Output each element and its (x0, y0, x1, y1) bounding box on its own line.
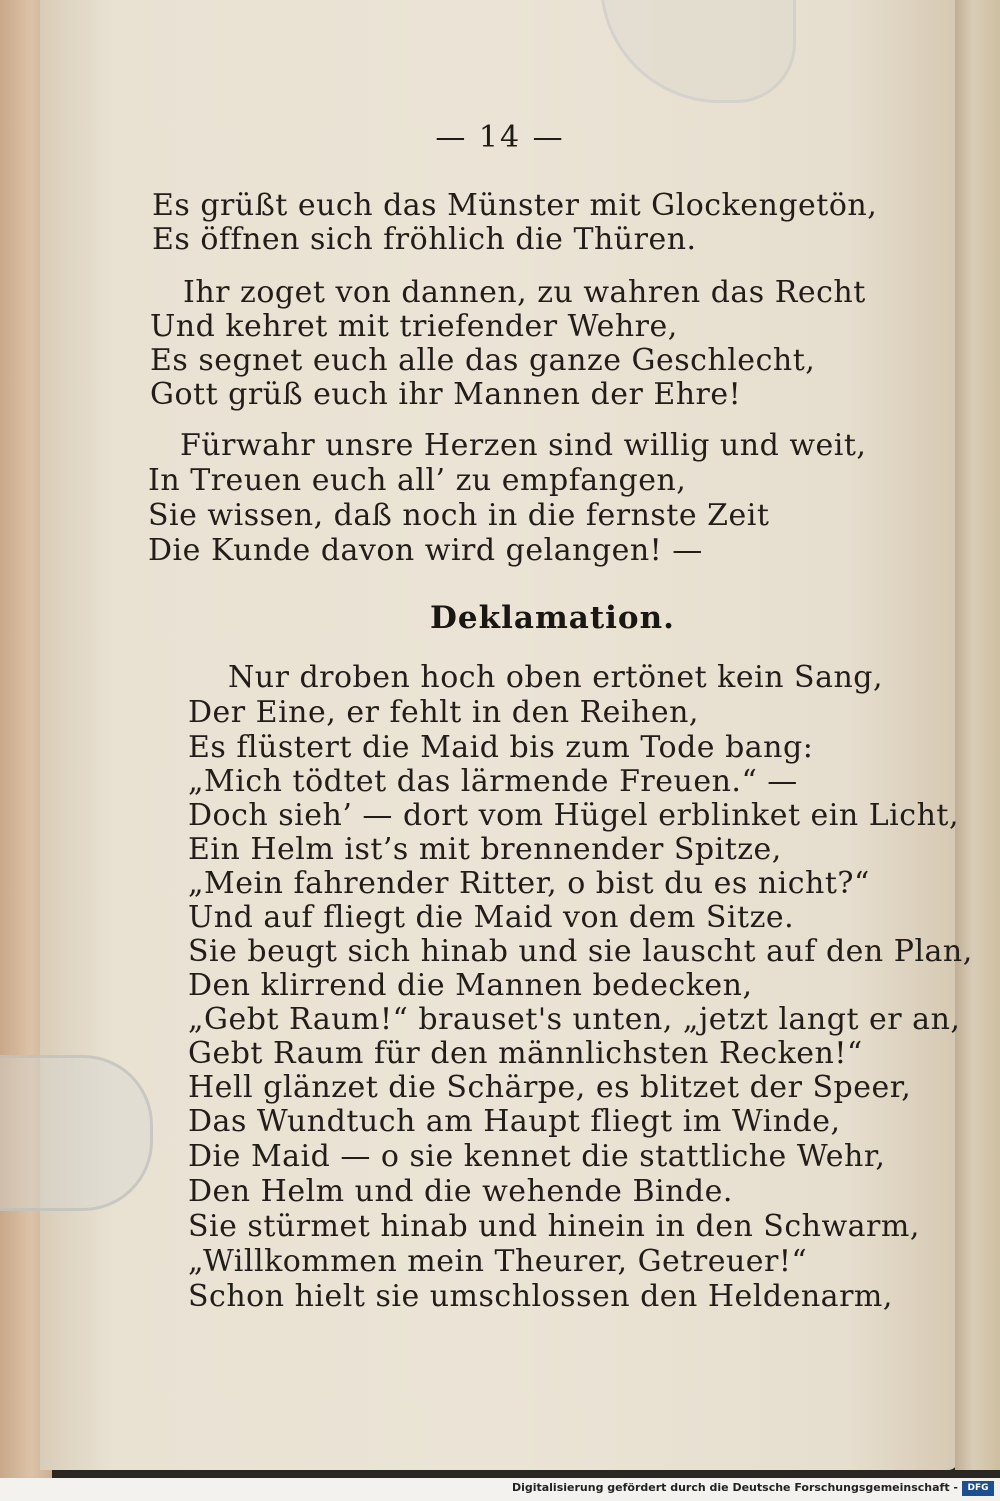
declamation-line: Es flüstert die Maid bis zum Tode bang: (188, 730, 814, 765)
poem-line: Es grüßt euch das Münster mit Glockengetön, (152, 188, 878, 223)
poem-line: In Treuen euch all’ zu empfangen, (148, 463, 687, 498)
section-heading: Deklamation. (430, 600, 675, 636)
poem-line: Es segnet euch alle das ganze Geschlecht, (150, 343, 816, 378)
page-clip-left (0, 1055, 153, 1211)
poem-line: Die Kunde davon wird gelangen! — (148, 533, 703, 568)
poem-line: Fürwahr unsre Herzen sind willig und weit, (180, 428, 867, 463)
poem-line: Und kehret mit triefender Wehre, (150, 309, 678, 344)
declamation-line: Die Maid — o sie kennet die stattliche Wehr, (188, 1139, 886, 1174)
declamation-line: Den Helm und die wehende Binde. (188, 1174, 733, 1209)
declamation-line: Und auf fliegt die Maid von dem Sitze. (188, 900, 795, 935)
poem-line: Gott grüß euch ihr Mannen der Ehre! (150, 377, 742, 412)
book-right-pages (955, 0, 1000, 1470)
declamation-line: Ein Helm ist’s mit brennender Spitze, (188, 832, 782, 867)
declamation-line: Doch sieh’ — dort vom Hügel erblinket ein Licht, (188, 798, 959, 833)
declamation-line: „Willkommen mein Theurer, Getreuer!“ (188, 1244, 808, 1279)
declamation-line: Das Wundtuch am Haupt fliegt im Winde, (188, 1104, 841, 1139)
declamation-line: Nur droben hoch oben ertönet kein Sang, (228, 660, 884, 695)
declamation-line: Den klirrend die Mannen bedecken, (188, 968, 753, 1003)
poem-line: Es öffnen sich fröhlich die Thüren. (152, 222, 697, 257)
declamation-line: Sie beugt sich hinab und sie lauscht auf den Plan, (188, 934, 973, 969)
dfg-logo: DFG (962, 1481, 994, 1496)
declamation-line: „Gebt Raum!“ brauset's unten, „jetzt langt er an, (188, 1002, 961, 1037)
declamation-line: Sie stürmet hinab und hinein in den Schwarm, (188, 1209, 920, 1244)
declamation-line: Hell glänzet die Schärpe, es blitzet der Speer, (188, 1070, 912, 1105)
declamation-line: Gebt Raum für den männlichsten Recken!“ (188, 1036, 863, 1071)
footer-credit: Digitalisierung gefördert durch die Deutsche Forschungsgemeinschaft - (511, 1481, 958, 1494)
declamation-line: Der Eine, er fehlt in den Reihen, (188, 695, 699, 730)
declamation-line: „Mich tödtet das lärmende Freuen.“ — (188, 764, 798, 799)
poem-line: Ihr zoget von dannen, zu wahren das Recht (183, 275, 866, 310)
poem-line: Sie wissen, daß noch in die fernste Zeit (148, 498, 770, 533)
declamation-line: Schon hielt sie umschlossen den Heldenarm, (188, 1279, 893, 1314)
page-number: — 14 — (435, 120, 565, 155)
declamation-line: „Mein fahrender Ritter, o bist du es nicht?“ (188, 866, 870, 901)
